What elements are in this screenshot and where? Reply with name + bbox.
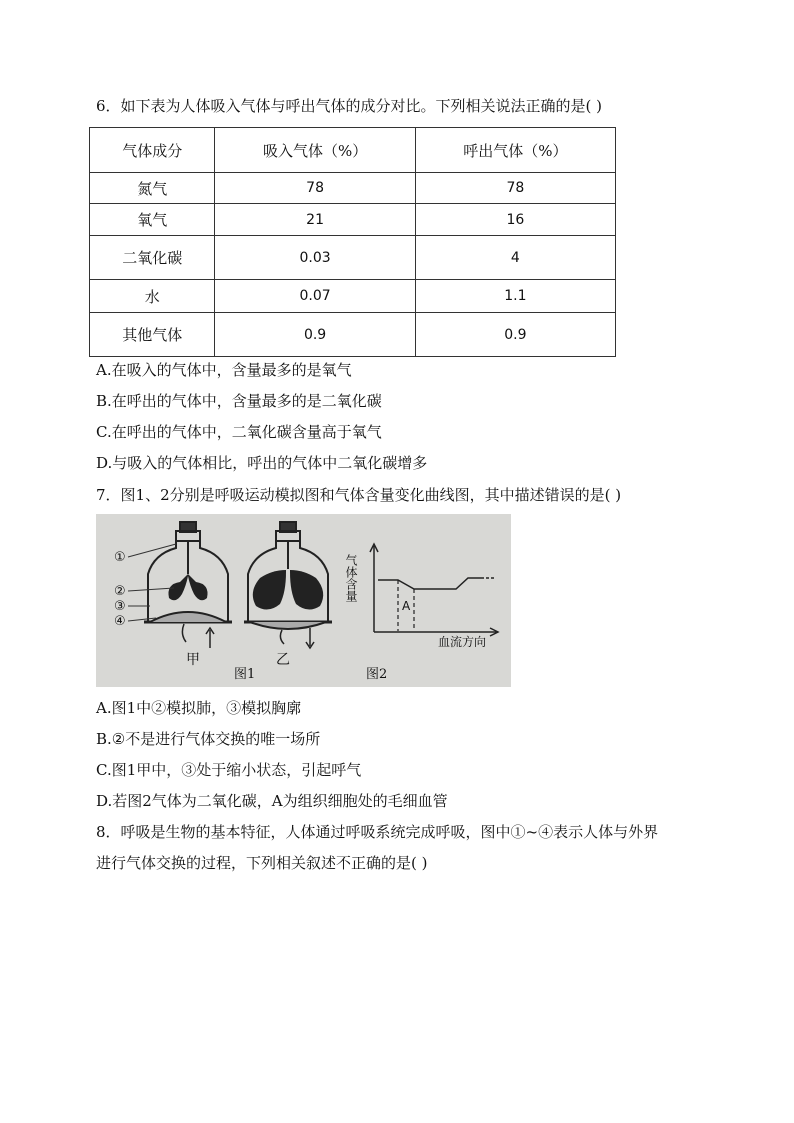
cell-inhaled: 0.9 [215,313,415,357]
marker-3: ③ [114,599,126,614]
question-8-stem-line-1: 8．呼吸是生物的基本特征，人体通过呼吸系统完成呼吸，图中①~④表示人体与外界 [96,823,659,841]
question-7-option-c: C.图1甲中，③处于缩小状态，引起呼气 [96,761,362,779]
header-inhaled: 吸入气体（%） [215,128,415,173]
figure-2-ylabel: 气体含量 [344,554,358,602]
gas-composition-table [89,127,616,357]
table-row [90,173,616,204]
cell-gas: 二氧化碳 [90,236,215,280]
table-row [90,204,616,236]
header-gas: 气体成分 [90,128,215,173]
figure-2-label: 图2 [366,667,388,682]
cell-gas: 氮气 [90,173,215,204]
figure-2-xlabel: 血流方向 [438,635,487,649]
markers-left [114,550,126,629]
table-row [90,313,616,357]
caption-jia: 甲 [186,652,200,668]
marker-2: ② [114,584,126,599]
cell-gas: 其他气体 [90,313,215,357]
marker-4: ④ [114,614,126,629]
table-header-row [90,128,616,173]
cell-exhaled: 1.1 [415,280,615,313]
figure-2-region-a: A [402,599,411,613]
table-row [90,236,616,280]
question-6-option-b: B.在呼出的气体中，含量最多的是二氧化碳 [96,392,382,410]
cell-exhaled: 16 [415,204,615,236]
cell-inhaled: 78 [215,173,415,204]
caption-yi: 乙 [276,652,290,668]
question-7-stem: 7．图1、2分别是呼吸运动模拟图和气体含量变化曲线图，其中描述错误的是( ) [96,486,622,504]
cell-exhaled: 0.9 [415,313,615,357]
cell-gas: 氧气 [90,204,215,236]
cell-gas: 水 [90,280,215,313]
header-exhaled: 呼出气体（%） [415,128,615,173]
figure-1-label: 图1 [234,667,256,682]
respiration-figure [96,514,511,687]
cell-exhaled: 4 [415,236,615,280]
cell-inhaled: 21 [215,204,415,236]
marker-1: ① [114,550,126,565]
cell-inhaled: 0.03 [215,236,415,280]
cell-exhaled: 78 [415,173,615,204]
question-7-option-d: D.若图2气体为二氧化碳，A为组织细胞处的毛细血管 [96,792,448,810]
question-6-option-d: D.与吸入的气体相比，呼出的气体中二氧化碳增多 [96,454,428,472]
question-8-stem-line-2: 进行气体交换的过程，下列相关叙述不正确的是( ) [96,854,428,872]
question-7-option-a: A.图1中②模拟肺，③模拟胸廓 [96,699,302,717]
question-6-option-c: C.在呼出的气体中，二氧化碳含量高于氧气 [96,423,382,441]
question-7-option-b: B.②不是进行气体交换的唯一场所 [96,730,321,748]
table-row [90,280,616,313]
cell-inhaled: 0.07 [215,280,415,313]
respiration-figure-svg [96,514,511,687]
question-6-option-a: A.在吸入的气体中，含量最多的是氧气 [96,361,352,379]
question-6-stem: 6．如下表为人体吸入气体与呼出气体的成分对比。下列相关说法正确的是( ) [96,97,603,115]
